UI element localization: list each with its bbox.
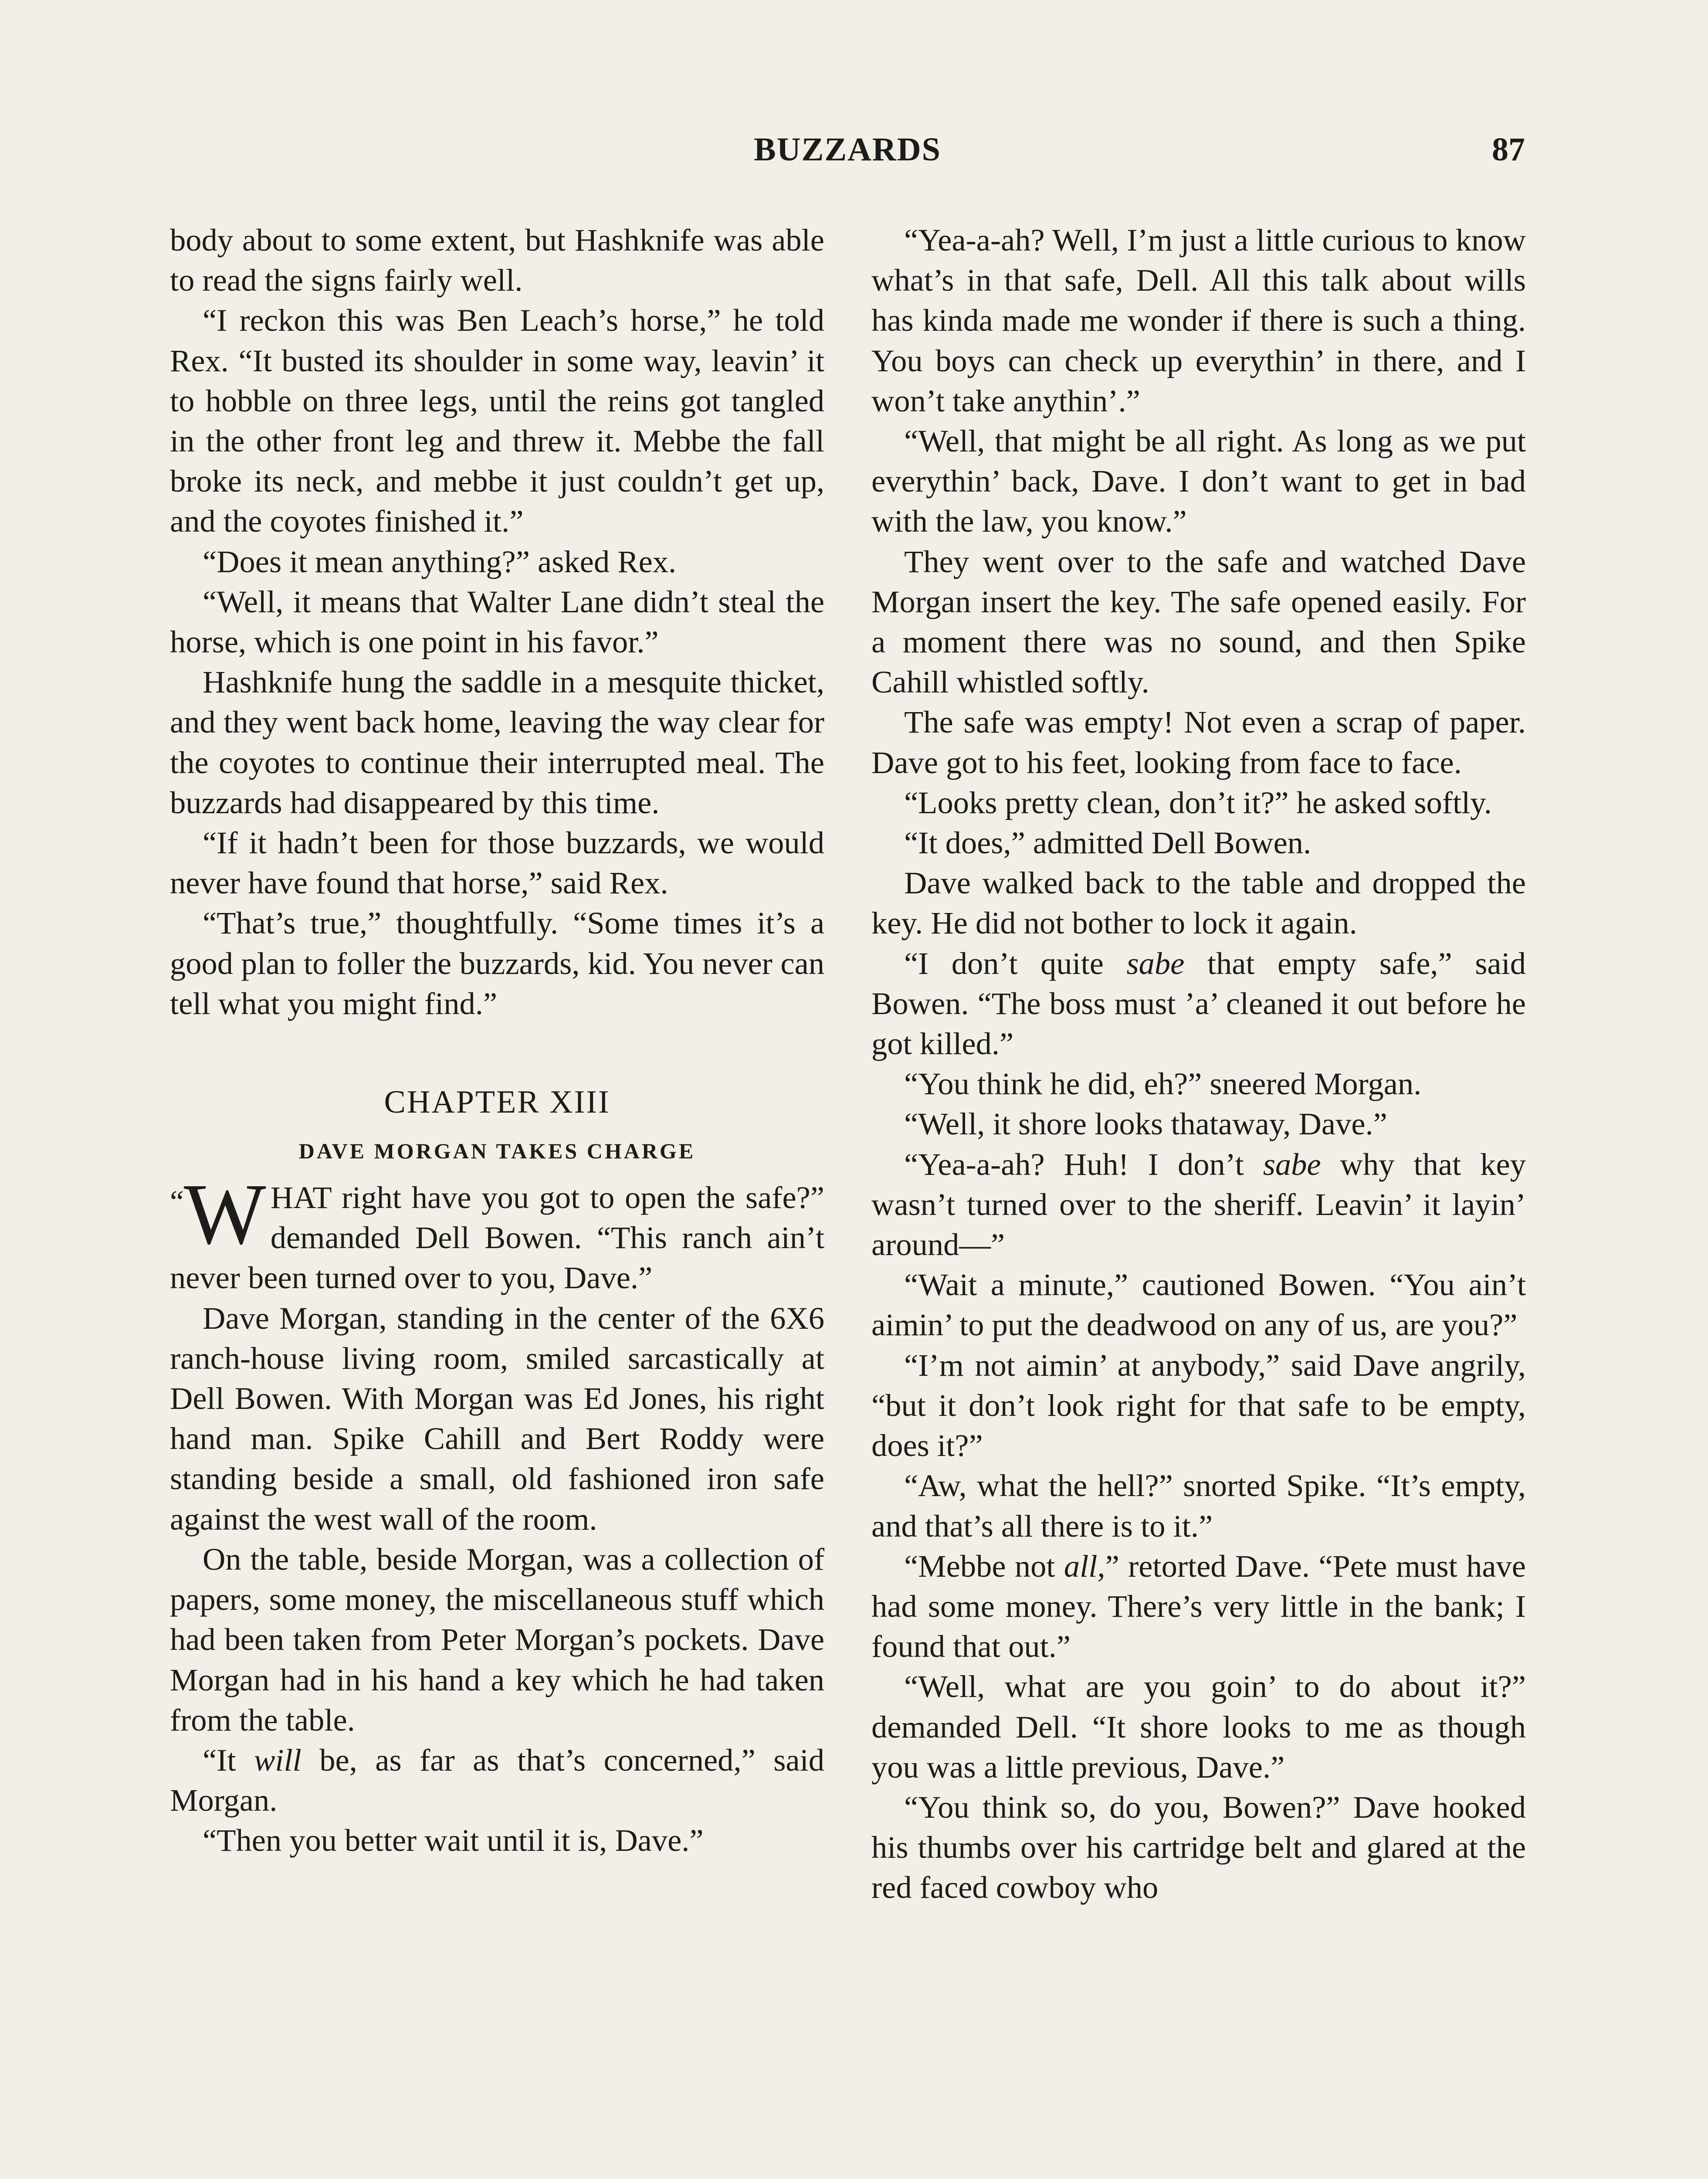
paragraph bbox=[871, 1144, 1526, 1265]
paragraph: Dave walked back to the table and dropped the key. He did not bother to lock it again. bbox=[871, 865, 1526, 941]
running-title: BUZZARDS bbox=[754, 131, 941, 168]
paragraph: “Yea-a-ah? Well, I’m just a little curious to know what’s in that safe, Dell. All this talk about wills has kinda made me wonder if there is such a thing. You boys can check up everythin’ in there, and I won’t take anythin’.” bbox=[871, 222, 1526, 418]
drop-cap: W bbox=[183, 1166, 266, 1263]
text-span: “It bbox=[203, 1742, 254, 1778]
page-number: 87 bbox=[1492, 131, 1525, 168]
paragraph: “It does,” admitted Dell Bowen. bbox=[904, 825, 1312, 861]
paragraph: “Well, it means that Walter Lane didn’t steal the horse, which is one point in his favor.” bbox=[170, 584, 824, 660]
opening-quote-mark: “ bbox=[170, 1184, 184, 1219]
paragraph: body about to some extent, but Hashknife was able to read the signs fairly well. bbox=[170, 222, 824, 298]
paragraph: “You think he did, eh?” sneered Morgan. bbox=[904, 1066, 1422, 1102]
chapter-title: CHAPTER XIII bbox=[384, 1084, 610, 1120]
chapter-opening bbox=[170, 1166, 824, 1298]
paragraph: On the table, beside Morgan, was a collection of papers, some money, the miscellaneous stuff which had been taken from Peter Morgan’s pockets. Dave Morgan had in his hand a key which he had taken from the table. bbox=[170, 1541, 824, 1738]
paragraph: “Then you better wait until it is, Dave.” bbox=[203, 1823, 704, 1858]
paragraph: “Well, it shore looks thataway, Dave.” bbox=[904, 1106, 1387, 1142]
chapter-subtitle: DAVE MORGAN TAKES CHARGE bbox=[298, 1139, 696, 1164]
opening-paragraph bbox=[170, 1166, 824, 1298]
text-span: “I don’t quite bbox=[904, 945, 1127, 981]
paragraph: “Does it mean anything?” asked Rex. bbox=[203, 543, 677, 579]
paragraph: “Wait a minute,” cautioned Bowen. “You ain’t aimin’ to put the deadwood on any of us, are you?” bbox=[871, 1267, 1526, 1343]
text-span: that empty safe,” said Bowen. “The boss must ’a’ cleaned it out before he got killed.” bbox=[871, 945, 1526, 1062]
paragraph: “If it hadn’t been for those buzzards, we would never have found that horse,” said Rex. bbox=[170, 825, 824, 901]
emphasis: all, bbox=[1064, 1548, 1105, 1584]
paragraph: “I’m not aimin’ at anybody,” said Dave angrily, “but it don’t look right for that safe to be empty, does it?” bbox=[871, 1347, 1526, 1463]
paragraph bbox=[170, 1740, 824, 1820]
right-column bbox=[871, 220, 1526, 1908]
paragraph bbox=[871, 1546, 1526, 1667]
paragraph: “I reckon this was Ben Leach’s horse,” he told Rex. “It busted its shoulder in some way, leavin’ it to hobble on three legs, until the reins got tangled in the other front leg and threw it. Mebbe the fall broke its neck, and mebbe it just couldn’t get up, and the coyotes finished it.” bbox=[170, 302, 824, 539]
paragraph: “Well, that might be all right. As long as we put everythin’ back, Dave. I don’t want to get in bad with the law, you know.” bbox=[871, 423, 1526, 539]
paragraph: Dave Morgan, standing in the center of the 6X6 ranch-house living room, smiled sarcastically at Dell Bowen. With Morgan was Ed Jones, his right hand man. Spike Cahill and Bert Roddy were standing beside a small, old fashioned iron safe against the west wall of the room. bbox=[170, 1300, 824, 1537]
paragraph bbox=[871, 944, 1526, 1064]
emphasis: sabe bbox=[1126, 945, 1185, 981]
text-span: ” retorted Dave. “Pete must have had some money. There’s very little in the bank; I found that out.” bbox=[871, 1548, 1526, 1664]
paragraph: “Well, what are you goin’ to do about it?” demanded Dell. “It shore looks to me as though you was a little previous, Dave.” bbox=[871, 1669, 1526, 1785]
paragraph: “Looks pretty clean, don’t it?” he asked softly. bbox=[904, 784, 1492, 820]
paragraph: Hashknife hung the saddle in a mesquite thicket, and they went back home, leaving the way clear for the coyotes to continue their interrupted meal. The buzzards had disappeared by this time. bbox=[170, 664, 824, 820]
paragraph: The safe was empty! Not even a scrap of paper. Dave got to his feet, looking from face to face. bbox=[871, 704, 1526, 780]
page-header bbox=[170, 131, 1525, 179]
text-span: “Mebbe not bbox=[904, 1548, 1064, 1584]
paragraph: “Aw, what the hell?” snorted Spike. “It’s empty, and that’s all there is to it.” bbox=[871, 1468, 1526, 1544]
text-span: why that key wasn’t turned over to the sheriff. Leavin’ it layin’ around—” bbox=[871, 1146, 1526, 1263]
text-span: “Yea-a-ah? Huh! I don’t bbox=[904, 1146, 1263, 1182]
paragraph: “You think so, do you, Bowen?” Dave hooked his thumbs over his cartridge belt and glared at the red faced cowboy who bbox=[871, 1789, 1526, 1905]
paragraph: They went over to the safe and watched Dave Morgan insert the key. The safe opened easily. For a moment there was no sound, and then Spike Cahill whistled softly. bbox=[871, 543, 1526, 700]
emphasis: will bbox=[254, 1742, 302, 1778]
paragraph: “That’s true,” thoughtfully. “Some times it’s a good plan to foller the buzzards, kid. You never can tell what you might find.” bbox=[170, 905, 824, 1021]
emphasis: sabe bbox=[1263, 1146, 1321, 1182]
left-column bbox=[170, 220, 824, 1861]
opening-paragraph-text: HAT right have you got to open the safe?” demanded Dell Bowen. “This ranch ain’t never been turned over to you, Dave.” bbox=[170, 1180, 824, 1296]
text-span: be, as far as that’s concerned,” said Morgan. bbox=[170, 1742, 824, 1818]
